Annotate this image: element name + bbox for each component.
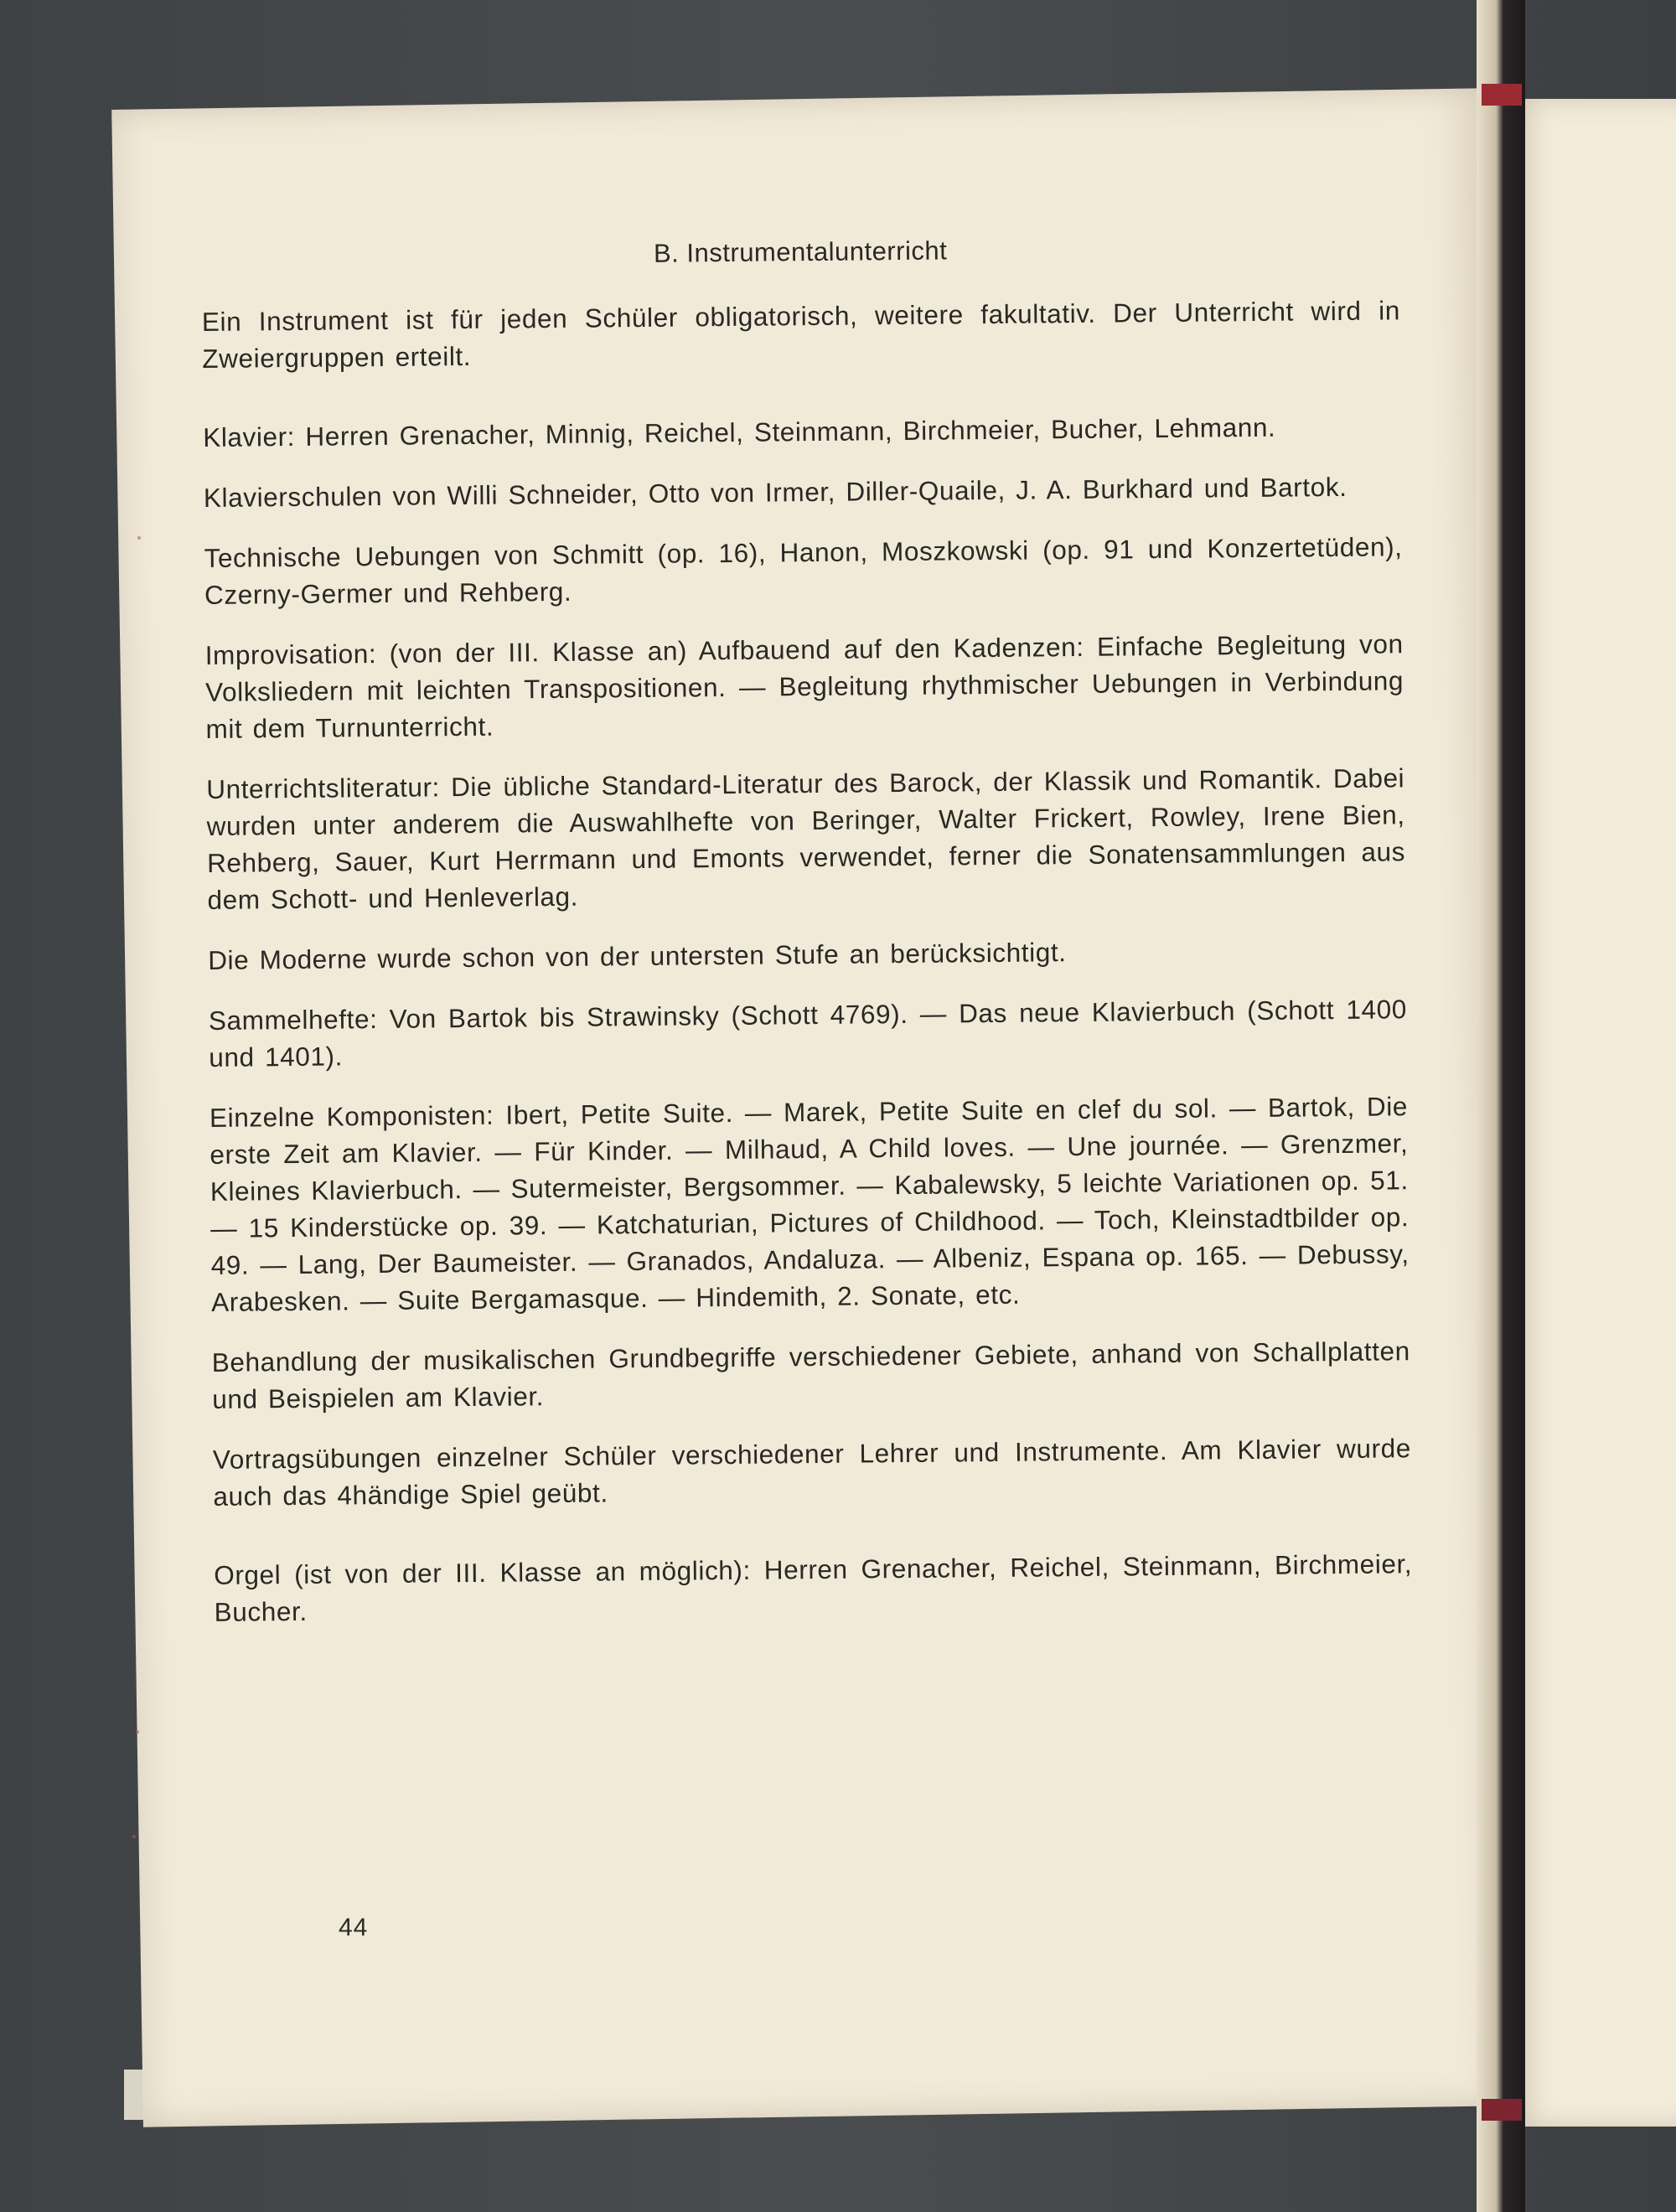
paragraph-grundbegriffe: Behandlung der musikalischen Grundbegriffe verschiedener Gebiete, anhand von Schallplatten und Beispielen am Klavier.: [211, 1336, 1410, 1414]
section-heading: B. Instrumentalunterricht: [653, 235, 948, 268]
spine-headband-top: [1482, 84, 1522, 106]
paragraph-orgel: Orgel (ist von der III. Klasse an möglich): Herren Grenacher, Reichel, Steinmann, Birchmeier, Bucher.: [214, 1548, 1413, 1627]
book-spine: [1477, 0, 1525, 2212]
right-page: [1508, 99, 1676, 2127]
paragraph-klavierschulen: Klavierschulen von Willi Schneider, Otto von Irmer, Diller-Quaile, J. A. Burkhard und Bartok.: [203, 471, 1348, 513]
paragraph-einzelne-komponisten: Einzelne Komponisten: Ibert, Petite Suite. — Marek, Petite Suite en clef du sol. — Bartok, Die erste Zeit am Klavier. — Für Kinder. — Milhaud, A Child loves. — Une journée. — Grenzmer, Kleines Klavierbuch. — Sutermeister, Bergsommer. — Kabalewsky, 5 leichte Variationen op. 51. — 15 Kinderstücke op. 39. — Katchaturian, Pictures of Childhood. — Toch, Kleinstadtbilder op. 49. — Lang, Der Baumeister. — Granados, Andaluza. — Albeniz, Espana op. 165. — Debussy, Arabesken. — Suite Bergamasque. — Hindemith, 2. Sonate, etc.: [209, 1091, 1410, 1317]
left-page-text: [201, 231, 1413, 1654]
paragraph-vortragsuebungen: Vortragsübungen einzelner Schüler verschiedener Lehrer und Instrumente. Am Klavier wurde auch das 4händige Spiel geübt.: [212, 1433, 1412, 1512]
paragraph-moderne: Die Moderne wurde schon von der untersten Stufe an berücksichtigt.: [208, 937, 1067, 975]
paper-speck: [137, 536, 141, 540]
paragraph-sammelhefte: Sammelhefte: Von Bartok bis Strawinsky (Schott 4769). — Das neue Klavierbuch (Schott 1400 und 1401).: [208, 994, 1408, 1072]
paper-speck: [132, 1835, 136, 1838]
paragraph-technische-uebungen: Technische Uebungen von Schmitt (op. 16), Hanon, Moszkowski (op. 91 und Konzertetüden), Czerny-Germer und Rehberg.: [204, 531, 1403, 610]
paragraph-intro: Ein Instrument ist für jeden Schüler obligatorisch, weitere fakultativ. Der Unterricht wird in Zweiergruppen erteilt.: [201, 295, 1401, 374]
paragraph-improvisation: Improvisation: (von der III. Klasse an) Aufbauend auf den Kadenzen: Einfache Begleitung von Volksliedern mit leichten Transpositionen. — Begleitung rhythmischer Uebungen in Verbindung mit dem Turnunterricht.: [204, 628, 1404, 744]
spine-headband-bottom: [1482, 2099, 1522, 2121]
paragraph-klavier-teachers: Klavier: Herren Grenacher, Minnig, Reichel, Steinmann, Birchmeier, Bucher, Lehmann.: [203, 411, 1276, 452]
page-number: 44: [339, 1914, 369, 1941]
paper-speck: [136, 1730, 139, 1734]
paragraph-unterrichtsliteratur: Unterrichtsliteratur: Die übliche Standard-Literatur des Barock, der Klassik und Romantik. Dabei wurden unter anderem die Auswahlhefte von Beringer, Walter Frickert, Rowley, Irene Bien, Rehberg, Sauer, Kurt Herrmann und Emonts verwendet, ferner die Sonatensammlungen aus dem Schott- und Henleverlag.: [206, 762, 1406, 915]
